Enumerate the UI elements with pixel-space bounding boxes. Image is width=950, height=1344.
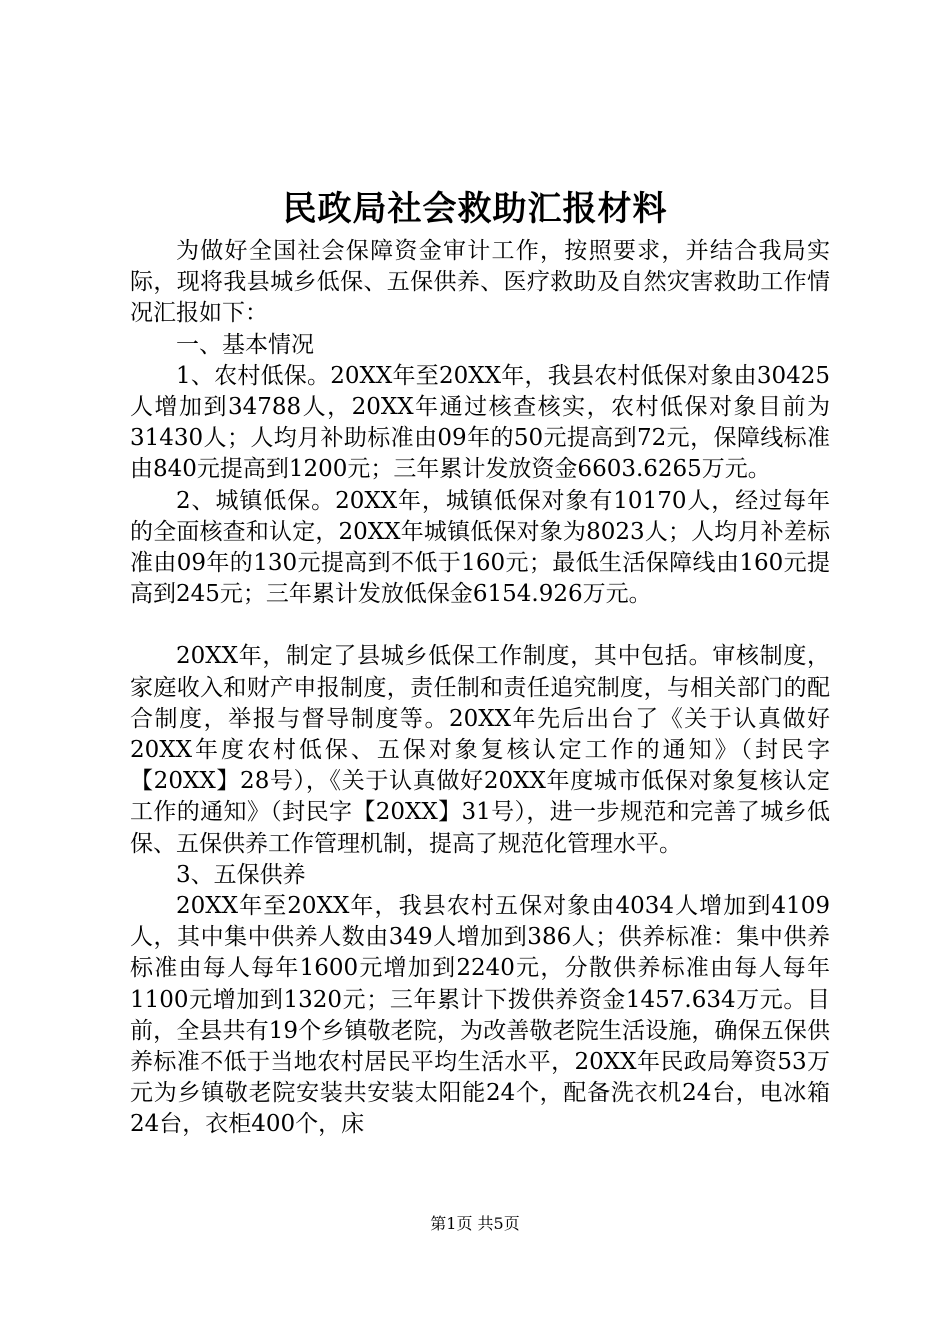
section-heading-basic: 一、基本情况: [176, 331, 314, 358]
paragraph-urban-dibao: 2、城镇低保。20XX年，城镇低保对象有10170人，经过每年的全面核查和认定，20XX年城镇低保对象为8023人；人均月补差标准由09年的130元提高到不低于160元；最低生活保障线由160元提高到245元；三年累计发放低保金6154.926万元。: [130, 487, 830, 608]
paragraph-system-rules: 20XX年，制定了县城乡低保工作制度，其中包括。审核制度，家庭收入和财产申报制度，责任制和责任追究制度，与相关部门的配合制度，举报与督导制度等。20XX年先后出台了《关于认真做好20XX年度农村低保、五保对象复核认定工作的通知》（封民字【20XX】28号），《关于认真做好20XX年度城市低保对象复核认定工作的通知》（封民字【20XX】31号），进一步规范和完善了城乡低保、五保供养工作管理机制，提高了规范化管理水平。: [130, 643, 830, 857]
section-heading-wubao: 3、五保供养: [176, 861, 306, 888]
document-title: 民政局社会救助汇报材料: [282, 189, 668, 229]
paragraph-rural-dibao: 1、农村低保。20XX年至20XX年，我县农村低保对象由30425人增加到34788人，20XX年通过核查核实，农村低保对象目前为31430人；人均月补助标准由09年的50元提高到72元，保障线标准由840元提高到1200元；三年累计发放资金6603.6265万元。: [130, 362, 830, 483]
intro-paragraph: 为做好全国社会保障资金审计工作，按照要求，并结合我局实际，现将我县城乡低保、五保供养、医疗救助及自然灾害救助工作情况汇报如下：: [130, 238, 830, 327]
page-number-footer: 第1页 共5页: [430, 1214, 520, 1233]
paragraph-wubao: 20XX年至20XX年，我县农村五保对象由4034人增加到4109人，其中集中供养人数由349人增加到386人；供养标准：集中供养标准由每人每年1600元增加到2240元，分散供养标准由每人每年1100元增加到1320元；三年累计下拨供养资金1457.634万元。目前，全县共有19个乡镇敬老院，为改善敬老院生活设施，确保五保供养标准不低于当地农村居民平均生活水平，20XX年民政局筹资53万元为乡镇敬老院安装共安装太阳能24个，配备洗衣机24台，电冰箱24台，衣柜400个，床: [130, 893, 830, 1138]
document-body: [130, 236, 830, 1141]
